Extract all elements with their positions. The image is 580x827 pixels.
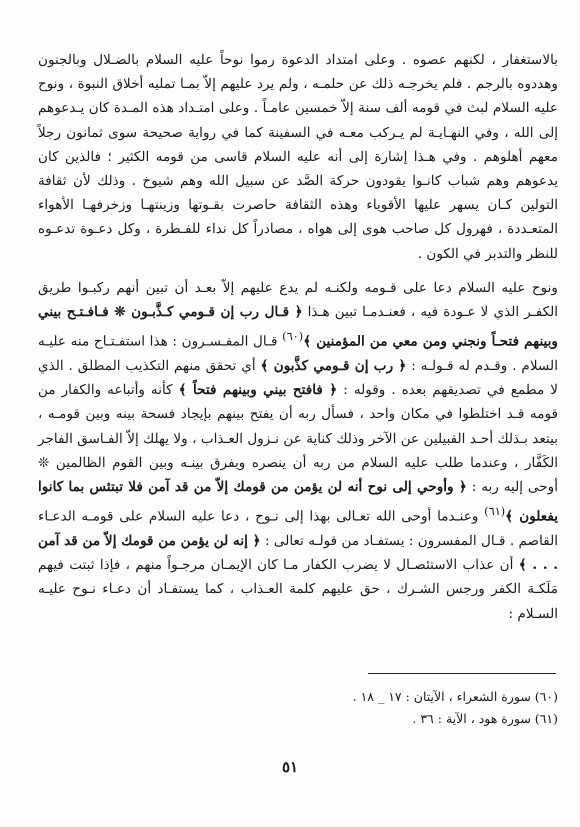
quran-quote-5: ﴿ إنه لن يؤمن من قومك إلاّ من قد آمن . . . ﴾ xyxy=(38,532,559,574)
footnote-60: (٦٠) سورة الشعراء ، الآيتان : ١٧ _ ١٨ . xyxy=(352,689,558,704)
page-number: ٥١ xyxy=(281,758,299,776)
paragraph-2-intro: ونوح عليه السلام دعا على قـومه ولكنـه لم يدع عليهم إلاّ بعـد أن تبين أنهم ركبـوا طريق الكفـر الذي لا عـودة فيه ، فعنـدمـا تبين هـذا xyxy=(38,279,559,321)
footnote-ref-60: (٦٠) xyxy=(282,329,304,344)
paragraph-1: بالاستغفار ، لكنهم عصوه . وعلى امتداد الدعوة رموا نوحاً عليه السلام بالضـلال وبالجنون وهددوه بالرجم . فلم يخرجـه ذلك عن حلمـه ، ولم يرد عليهم إلاّ بمـا تمليه أخلاق النبوة ، ونوح عليه السلام لبث في قومه ألف سنة إلاّ خمسين عامـاً . وعلى امتـداد هذه المـدة كان يـدعوهم إلى الله ، وفي النهـايـة لم يـركب معـه في السفينة كما في رواية صحيحة سوى ثمانون رجلاً معهم أهلوهم . وفي هـذا إشارة إلى أنه عليه السلام قاسى من قومه الكثير ؛ فالذين كان يدعوهم وهم شباب كانـوا يقودون حركة الصَّد عن سبيل الله وهم شيوخ . وذلك لأن ثقافة التولين كـان يسهر عليها الأقوياء وهذه الثقافة حاصرت بقـوتها وزينتهـا وزخرفهـا الأهواء المتعـددة ، فهرول كل صاحب هوى إلى هواه ، مصادراً كل نداء للفـطرة ، وكل دعـوة تدعـوه للنظر والتدبر في الكون . xyxy=(38,52,558,262)
paragraph-2-text-c: كأنه وأتباعه والكفار من قومه قـد اختلطوا في مكان واحد ، فسأل ربه أن يفتح بينهم بإيجاد فسحة بينه وبين قومـه ، بيتعد بـذلك أحـد القبيلين عن الآخر وذلك كناية عن نـزول العـذاب ، ولا يهلك إلاّ الفـاسق الفاجر الكَفَّار ، وعندما طلب عليه السلام من ربه أن ينصره ويفرق بينـه وبين القوم الظالمين ❊ أوحى إليه ربه : xyxy=(38,382,558,495)
footnotes xyxy=(38,686,558,730)
paragraph-2-text-a: قـال المفـسـرون : هذا استفـتـاح منه عليـه السلام . وقـدم له قـولـه : xyxy=(38,333,558,374)
footnote-divider xyxy=(368,673,556,674)
quran-quote-2: ﴿ رب إن قـومي كذَّبون ﴾ xyxy=(260,357,407,374)
page-body xyxy=(38,48,558,626)
paragraph-2 xyxy=(38,276,558,626)
quran-quote-3: ﴿ فافتح بيني وبينهم فتحاً ﴾ xyxy=(178,382,338,399)
paragraph-2-text-e: أن عذاب الاستئصـال لا يضرب الكفار مـا كان الإيمـان مرجـواً منهم ، فإذا ثبتت فيهم مَلَكـة الكفر ورجس الشـرك ، حق عليهم كلمة العـذاب ، كما يستفـاد أن دعـاء نـوح عليـه السـلام : xyxy=(38,557,558,622)
footnote-61: (٦١) سورة هود ، الآية : ٣٦ . xyxy=(412,711,558,726)
quran-quote-1: ﴿ قـال رب إن قـومي كـذَّبـون ❊ فـافـتـح بيني وبينهم فتحـاً ونجني ومن معي من المؤمنين ﴾ xyxy=(38,304,558,350)
paragraph-2-text-d: وعنـدما أوحى الله تعـالى بهذا إلى نـوح ، دعا عليه السلام على قومـه الدعـاء القاصم . قـال المفسرون : يستفـاد من قولـه تعالى : xyxy=(38,508,559,549)
quran-quote-4: ﴿ وأوحي إلى نوح أنه لن يؤمن من قومك إلاّ من قد آمن فلا تبتئس بما كانوا يفعلون ﴾ xyxy=(38,478,559,525)
footnote-ref-61: (٦١) xyxy=(484,504,506,519)
paragraph-2-text-b: أي تحقق منهم التكذيب المطلق . الذي لا مطمع في تصديقهم بعده . وقوله : xyxy=(38,357,559,399)
